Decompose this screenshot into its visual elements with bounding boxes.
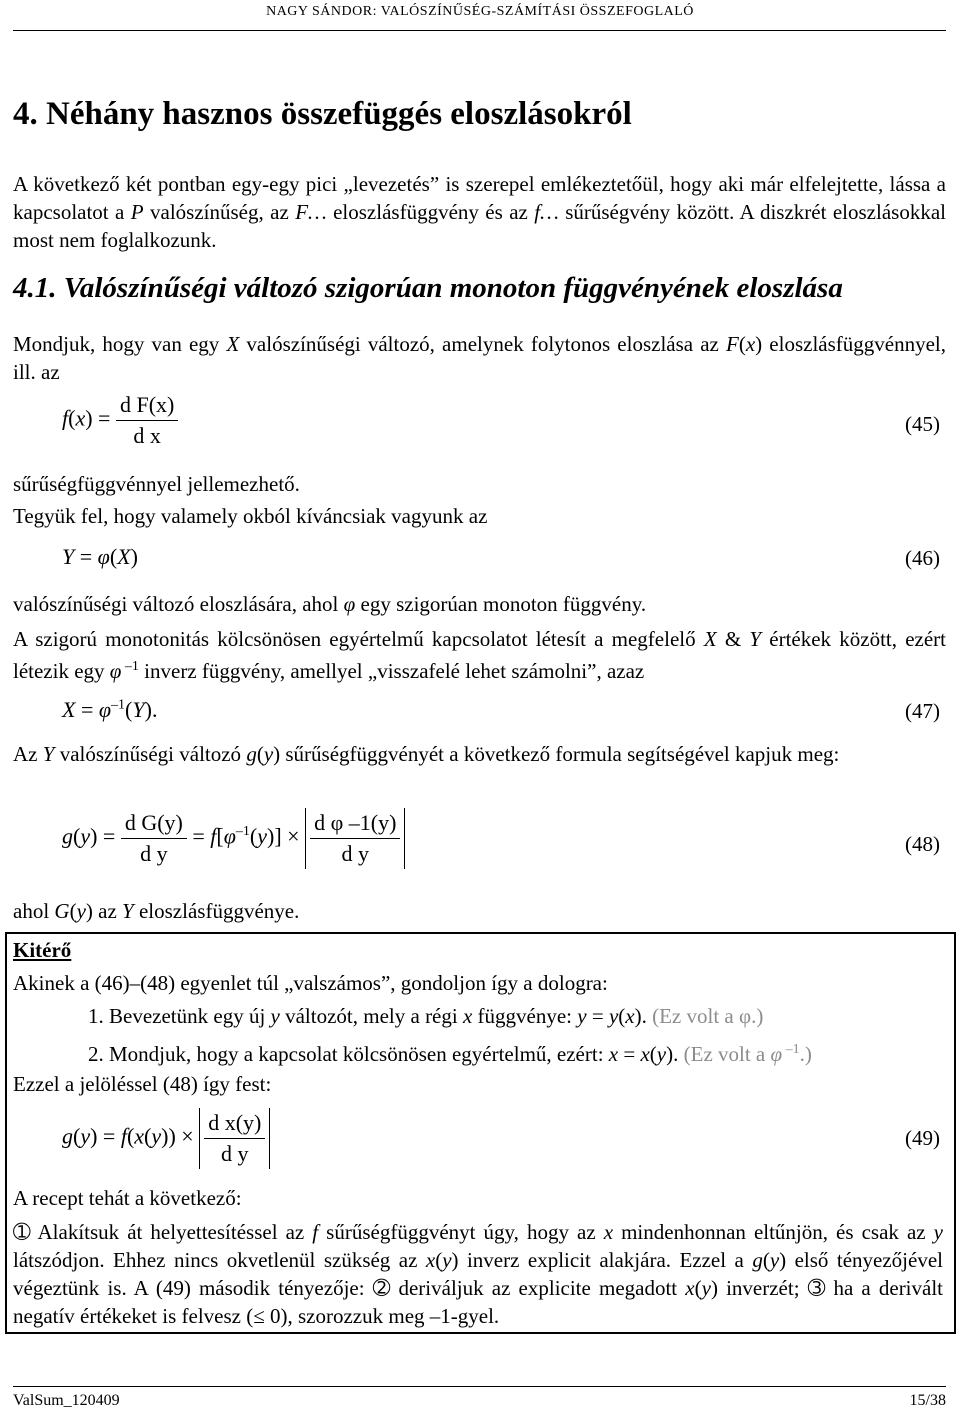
header-rule <box>13 30 946 31</box>
digression-line-3: A recept tehát a következő: <box>13 1186 242 1210</box>
paragraph-5: A szigorú monotonitás kölcsönösen egyértelmű kapcsolatot létesít a megfelelő X & Y értékek között, ezért létezik egy φ $^{-1}$ inverz függvény, amellyel „visszafelé lehet számolni”, azaz <box>13 627 946 683</box>
footer-page-number: 15/38 <box>909 1392 946 1409</box>
digression-title: Kitérő <box>13 938 72 962</box>
digression-line-1: Akinek a (46)–(48) egyenlet túl „valszámos”, gondoljon így a dologra: <box>13 971 608 995</box>
equation-46: Y = φ(X) <box>62 544 138 569</box>
circled-two-icon: ➁ <box>372 1276 391 1300</box>
paragraph-3: Tegyük fel, hogy valamely okból kíváncsiak vagyunk az <box>13 504 488 528</box>
equation-number-45: (45) <box>905 412 940 436</box>
intro-paragraph: A következő két pontban egy-egy pici „levezetés” is szerepel emlékeztetőül, hogy aki már elfelejtette, lássa a kapcsolatot a P valószínűség, az F… eloszlásfüggvény és az f… sűrűségvény között. A diszkrét eloszlásokkal most nem foglalkozunk. <box>13 172 946 252</box>
paragraph-4: valószínűségi változó eloszlására, ahol φ egy szigorúan monoton függvény. <box>13 592 647 616</box>
equation-45: f(x) = $\frac{\text{d F(x)}}{\text{d x}}$ <box>62 390 178 451</box>
paragraph-1: Mondjuk, hogy van egy X valószínűségi változó, amelynek folytonos eloszlása az F(x) eloszlásfüggvénnyel, ill. az <box>13 332 946 384</box>
section-title: 4. Néhány hasznos összefüggés eloszlásokról <box>13 96 632 132</box>
digression-item-1: 1. Bevezetünk egy új y változót, mely a régi x függvénye: y = y(x). (Ez volt a φ.) <box>88 1004 764 1028</box>
digression-item-2: 2. Mondjuk, hogy a kapcsolat kölcsönösen egyértelmű, ezért: x = x(y). (Ez volt a φ $^{-1}$.) <box>88 1042 812 1066</box>
footer-rule <box>13 1386 946 1387</box>
recipe-paragraph: ➀ Alakítsuk át helyettesítéssel az f sűrűségfüggvényt úgy, hogy az x mindenhonnan eltűnjön, és csak az y látszódjon. Ehhez nincs okvetlenül szükség az x(y) inverz explicit alakjára. Ezzel a g(y) első tényezőjével végeztünk is. A (49) második tényezője: ➁ deriváljuk az explicite megadott x(y) inverzét; ➂ ha a derivált negatív értékeket is felvesz (≤ 0), szorozzuk meg –1-gyel. <box>13 1220 944 1328</box>
paragraph-2: sűrűségfüggvénnyel jellemezhető. <box>13 472 300 496</box>
circled-three-icon: ➂ <box>807 1276 826 1300</box>
equation-48: g(y) = $\frac{\text{d G(y)}}{\text{d y}}$ = $f[\varphi^{-1}(y)]$ × $\frac{\text{d φ –1(y)}}{\text{d y}}$ <box>62 808 405 869</box>
footer-doc-id: ValSum_120409 <box>13 1392 120 1409</box>
equation-number-48: (48) <box>905 832 940 856</box>
equation-49: g(y) = f(x(y)) × $\frac{\text{d x(y)}}{\text{d y}}$ <box>62 1108 270 1169</box>
subsection-title: 4.1. Valószínűségi változó szigorúan monoton függvényének eloszlása <box>13 272 843 304</box>
running-header: NAGY SÁNDOR: VALÓSZÍNŰSÉG-SZÁMÍTÁSI ÖSSZEFOGLALÓ <box>266 4 694 19</box>
equation-47: $X = \varphi^{-1}(Y)$. <box>62 697 158 722</box>
digression-line-2: Ezzel a jelöléssel (48) így fest: <box>13 1072 272 1096</box>
equation-number-49: (49) <box>905 1126 940 1150</box>
equation-number-47: (47) <box>905 699 940 723</box>
paragraph-7: ahol G(y) az Y eloszlásfüggvénye. <box>13 899 300 923</box>
circled-one-icon: ➀ <box>13 1220 31 1244</box>
equation-number-46: (46) <box>905 546 940 570</box>
paragraph-6: Az Y valószínűségi változó g(y) sűrűségfüggvényét a következő formula segítségével kapjuk meg: <box>13 742 840 766</box>
